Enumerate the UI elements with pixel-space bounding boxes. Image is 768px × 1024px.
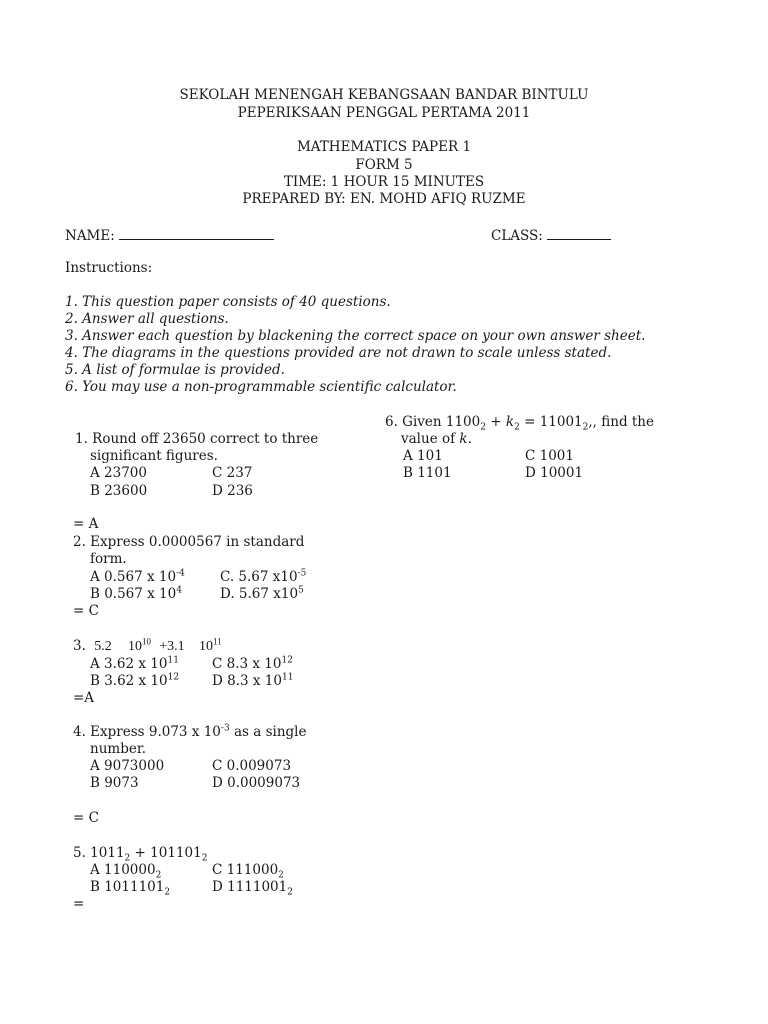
option-b: B 1101 [403, 465, 452, 481]
class-blank [547, 226, 611, 240]
option-c: C 0.009073 [212, 758, 292, 774]
option-c: C 8.3 x $10^{12}$ [212, 655, 293, 672]
question-4-text: 4. Express 9.073 x $10^{-3}$ as a single [73, 723, 307, 740]
school-name: SEKOLAH MENENGAH KEBANGSAAN BANDAR BINTULU [179, 87, 589, 103]
option-a: A 3.62 x $10^{11}$ [90, 655, 179, 672]
option-d: D 8.3 x $10^{11}$ [212, 672, 294, 689]
option-b: B $1011101_2$ [90, 879, 171, 898]
question-4-text-cont: number. [90, 741, 147, 757]
question-6-text-cont: value of k. [401, 431, 472, 447]
name-blank [119, 226, 274, 240]
prepared-by: PREPARED BY: EN. MOHD AFIQ RUZME [242, 191, 526, 207]
option-b: B 23600 [90, 483, 148, 499]
answer-1: = A [73, 516, 99, 532]
answer-2: = C [73, 603, 99, 619]
question-5-text: 5. $1011_2 + 101101_2$ [73, 845, 208, 864]
question-6-text: 6. Given $1100_2 + k_2 = 11001_2$,, find the [385, 414, 654, 433]
option-a: A 9073000 [90, 758, 165, 774]
option-d: D 236 [212, 483, 253, 499]
instruction-item: 1. This question paper consists of 40 questions. [65, 294, 391, 310]
instruction-item: 6. You may use a non-programmable scientific calculator. [65, 379, 457, 395]
answer-5: = [73, 896, 85, 912]
answer-3: =A [73, 690, 95, 706]
option-b: B 3.62 x $10^{12}$ [90, 672, 180, 689]
question-2-text-cont: form. [90, 551, 127, 567]
option-b: B 9073 [90, 775, 139, 791]
option-d: D $1111001_2$ [212, 879, 293, 898]
option-d: D. 5.67 $x10^5$ [220, 585, 304, 602]
question-1-text-cont: significant figures. [90, 448, 218, 464]
option-c: C 1001 [525, 448, 574, 464]
class-field [491, 226, 611, 245]
question-1-text: 1. Round off 23650 correct to three [75, 431, 319, 447]
instruction-item: 3. Answer each question by blackening the correct space on your own answer sheet. [65, 328, 646, 344]
question-2-text: 2. Express 0.0000567 in standard [73, 534, 305, 550]
option-c: C $111000_2$ [212, 862, 284, 881]
option-a: A 23700 [90, 465, 147, 481]
class-label: CLASS: [491, 228, 543, 244]
paper-title: MATHEMATICS PAPER 1 [296, 139, 472, 155]
instruction-item: 4. The diagrams in the questions provided are not drawn to scale unless stated. [65, 345, 612, 361]
option-a: A 0.567 x $10^{-4}$ [90, 568, 185, 585]
time-label: TIME: 1 HOUR 15 MINUTES [283, 174, 485, 190]
option-c: C 237 [212, 465, 253, 481]
instructions-title: Instructions: [65, 260, 153, 276]
option-a: A 101 [403, 448, 443, 464]
instruction-item: 5. A list of formulae is provided. [65, 362, 285, 378]
name-label: NAME: [65, 228, 115, 244]
option-a: A $110000_2$ [90, 862, 162, 881]
name-field [65, 226, 274, 245]
answer-4: = C [73, 810, 99, 826]
form-label: FORM 5 [355, 157, 413, 173]
option-d: D 0.0009073 [212, 775, 301, 791]
instruction-item: 2. Answer all questions. [65, 311, 229, 327]
option-d: D 10001 [525, 465, 584, 481]
option-c: C. 5.67 $x10^{-5}$ [220, 568, 307, 585]
question-3-text: 3. 5.2 $10^{10} +3.1$ $10^{11}$ [73, 636, 222, 654]
exam-title: PEPERIKSAAN PENGGAL PERTAMA 2011 [237, 105, 531, 121]
option-b: B 0.567 x $10^4$ [90, 585, 182, 602]
